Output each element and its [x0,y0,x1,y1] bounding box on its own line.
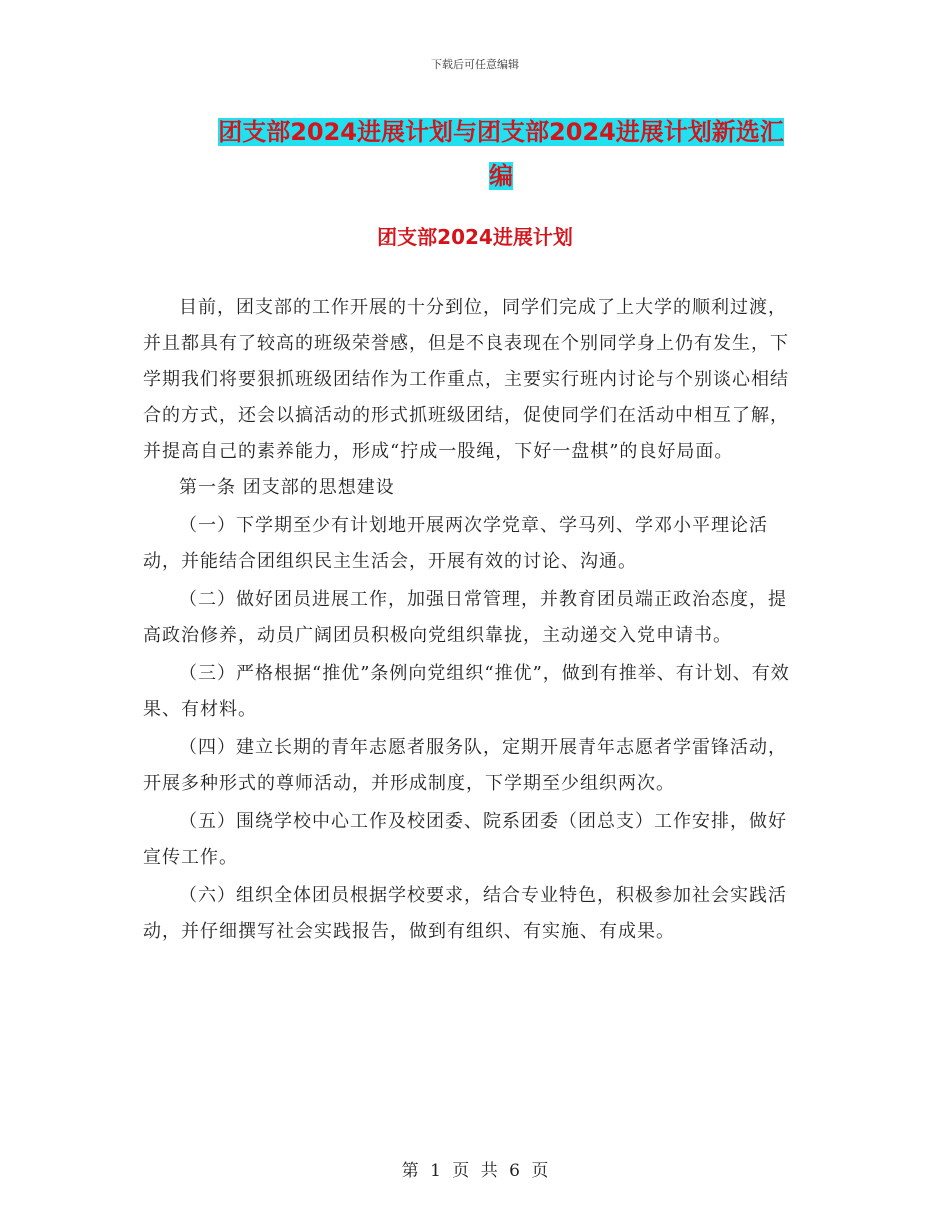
paragraph-item-2: （二）做好团员进展工作，加强日常管理，并教育团员端正政治态度，提高政治修养，动员广阔团员积极向党组织靠拢，主动递交入党申请书。 [143,589,787,646]
document-title-line-1: 团支部2024进展计划与团支部2024进展计划新选汇 [218,118,784,146]
section-title: 团支部2024进展计划 [377,225,573,249]
document-body [143,290,803,950]
paragraph-item-6: （六）组织全体团员根据学校要求，结合专业特色，积极参加社会实践活动，并仔细撰写社会实践报告，做到有组织、有实施、有成果。 [143,885,787,942]
page-header-note: 下载后可任意编辑 [431,58,519,71]
paragraph-item-5: （五）围绕学校中心工作及校团委、院系团委（团总支）工作安排，做好宣传工作。 [143,811,787,868]
paragraph-article-heading: 第一条 团支部的思想建设 [179,477,395,498]
paragraph-item-3: （三）严格根据“推优”条例向党组织“推优”，做到有推举、有计划、有效果、有材料。 [143,663,790,720]
paragraph-intro: 目前，团支部的工作开展的十分到位，同学们完成了上大学的顺利过渡，并且都具有了较高的班级荣誉感，但是不良表现在个别同学身上仍有发生，下学期我们将要狠抓班级团结作为工作重点，主要实行班内讨论与个别谈心相结合的方式，还会以搞活动的形式抓班级团结，促使同学们在活动中相互了解，并提高自己的素养能力，形成“拧成一股绳，下好一盘棋”的良好局面。 [143,297,789,462]
paragraph-item-1: （一）下学期至少有计划地开展两次学党章、学马列、学邓小平理论活动，并能结合团组织民主生活会，开展有效的讨论、沟通。 [143,515,768,572]
paragraph-item-4: （四）建立长期的青年志愿者服务队，定期开展青年志愿者学雷锋活动，开展多种形式的尊师活动，并形成制度，下学期至少组织两次。 [143,737,787,794]
document-title [196,110,806,198]
page-number: 第 1 页 共 6 页 [401,1161,549,1181]
document-title-line-2: 编 [489,162,513,190]
